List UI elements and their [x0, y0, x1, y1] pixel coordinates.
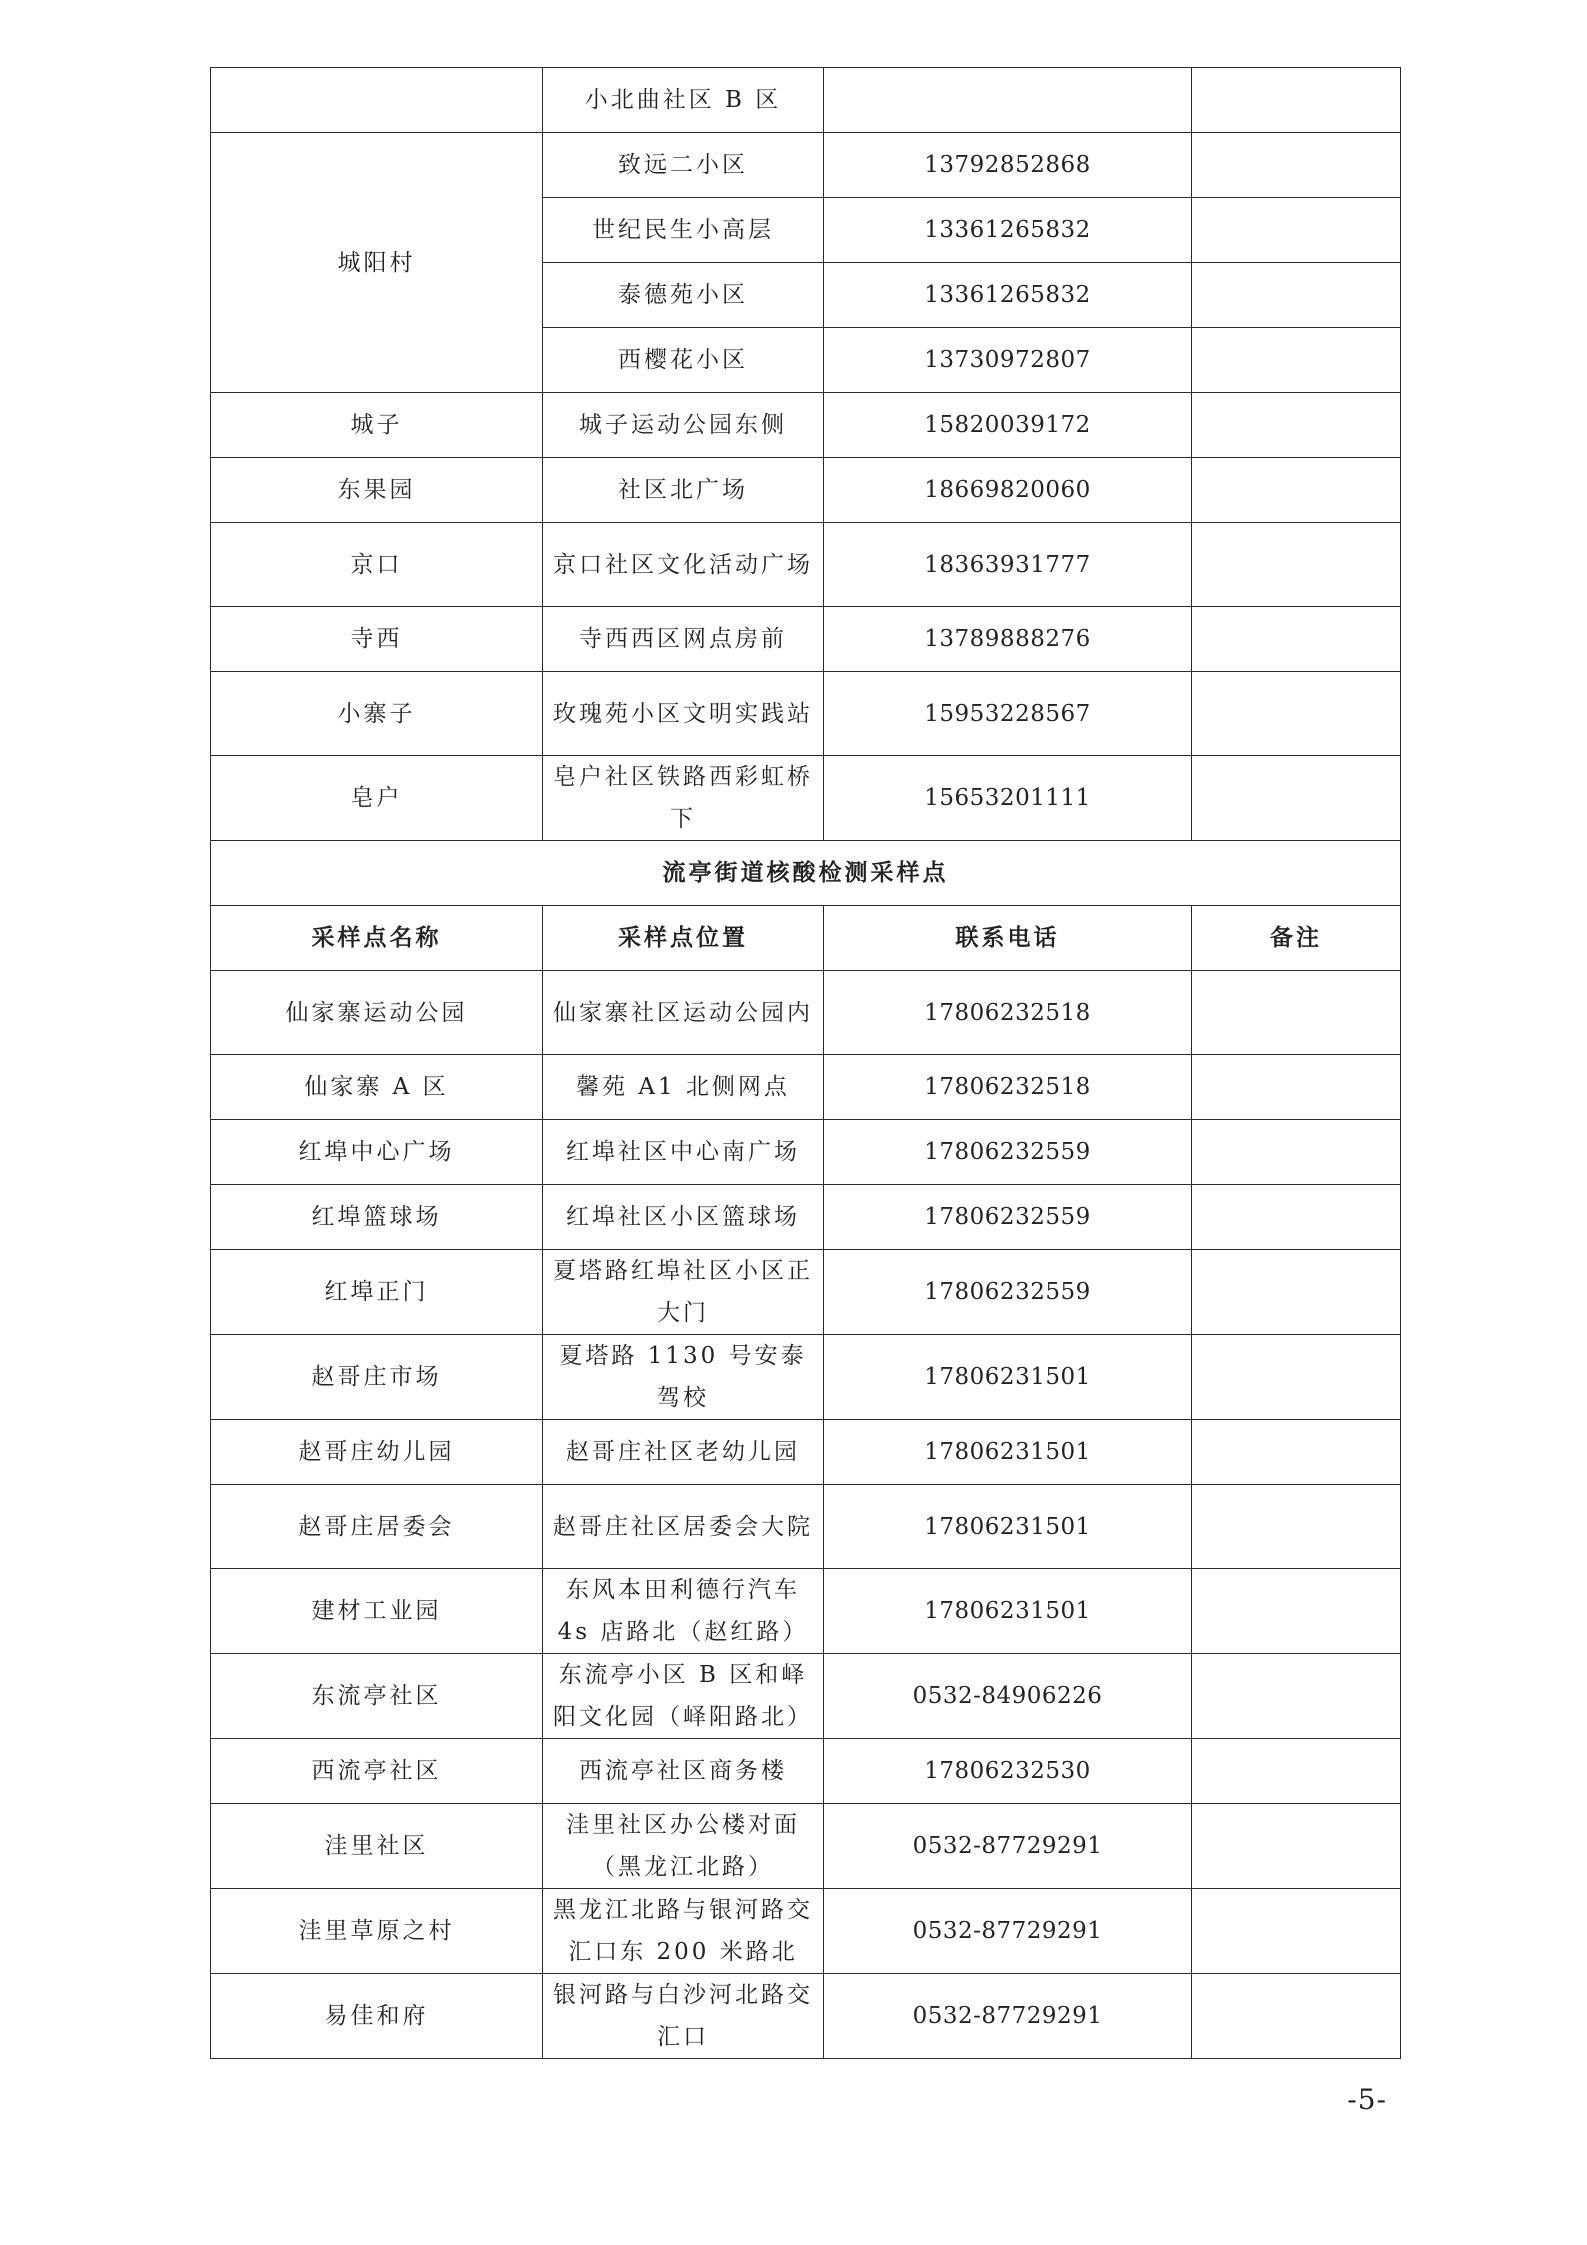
sampling-point-location: 泰德苑小区	[543, 263, 824, 328]
note-cell	[1192, 133, 1401, 198]
sampling-point-location: 东流亭小区 B 区和峄阳文化园（峄阳路北）	[543, 1654, 824, 1739]
sampling-point-location: 西流亭社区商务楼	[543, 1739, 824, 1804]
sampling-point-name: 仙家寨 A 区	[211, 1055, 543, 1120]
sampling-point-location: 红埠社区中心南广场	[543, 1120, 824, 1185]
table-row	[211, 458, 1401, 523]
contact-phone: 17806232518	[824, 971, 1192, 1055]
sampling-point-location: 世纪民生小高层	[543, 198, 824, 263]
table-row	[211, 523, 1401, 607]
contact-phone: 17806231501	[824, 1569, 1192, 1654]
sampling-point-location: 东风本田利德行汽车 4s 店路北（赵红路）	[543, 1569, 824, 1654]
sampling-point-name	[211, 68, 543, 133]
table-row	[211, 1569, 1401, 1654]
table-row	[211, 68, 1401, 133]
note-cell	[1192, 68, 1401, 133]
table-row	[211, 1185, 1401, 1250]
sampling-point-location: 西樱花小区	[543, 328, 824, 393]
contact-phone: 17806232530	[824, 1739, 1192, 1804]
sampling-point-name: 红埠篮球场	[211, 1185, 543, 1250]
sampling-point-name: 西流亭社区	[211, 1739, 543, 1804]
sampling-point-location: 小北曲社区 B 区	[543, 68, 824, 133]
contact-phone: 13792852868	[824, 133, 1192, 198]
header-location: 采样点位置	[543, 906, 824, 971]
table-row	[211, 1485, 1401, 1569]
note-cell	[1192, 1654, 1401, 1739]
contact-phone: 17806232518	[824, 1055, 1192, 1120]
table-row	[211, 1055, 1401, 1120]
note-cell	[1192, 672, 1401, 756]
sampling-point-name: 赵哥庄市场	[211, 1335, 543, 1420]
section-title: 流亭街道核酸检测采样点	[211, 841, 1401, 906]
table-row	[211, 393, 1401, 458]
note-cell	[1192, 1335, 1401, 1420]
table-row	[211, 133, 1401, 198]
sampling-point-name: 寺西	[211, 607, 543, 672]
sampling-point-name: 建材工业园	[211, 1569, 543, 1654]
sampling-point-location: 社区北广场	[543, 458, 824, 523]
sampling-point-name: 赵哥庄幼儿园	[211, 1420, 543, 1485]
table-row	[211, 1250, 1401, 1335]
table-header-row	[211, 906, 1401, 971]
note-cell	[1192, 971, 1401, 1055]
note-cell	[1192, 263, 1401, 328]
table-row	[211, 1739, 1401, 1804]
sampling-point-name: 仙家寨运动公园	[211, 971, 543, 1055]
header-note: 备注	[1192, 906, 1401, 971]
contact-phone: 15953228567	[824, 672, 1192, 756]
contact-phone: 17806232559	[824, 1185, 1192, 1250]
note-cell	[1192, 1974, 1401, 2059]
contact-phone: 0532-87729291	[824, 1974, 1192, 2059]
sampling-point-name: 红埠中心广场	[211, 1120, 543, 1185]
sampling-point-location: 城子运动公园东侧	[543, 393, 824, 458]
sampling-point-name: 皂户	[211, 756, 543, 841]
sampling-points-table	[210, 67, 1401, 2059]
table-row	[211, 607, 1401, 672]
table-row	[211, 1974, 1401, 2059]
contact-phone: 17806231501	[824, 1335, 1192, 1420]
sampling-point-name: 京口	[211, 523, 543, 607]
note-cell	[1192, 328, 1401, 393]
contact-phone: 0532-87729291	[824, 1804, 1192, 1889]
sampling-point-location: 赵哥庄社区居委会大院	[543, 1485, 824, 1569]
note-cell	[1192, 1185, 1401, 1250]
note-cell	[1192, 1889, 1401, 1974]
note-cell	[1192, 1420, 1401, 1485]
table-row	[211, 1420, 1401, 1485]
contact-phone: 18363931777	[824, 523, 1192, 607]
table-row	[211, 1654, 1401, 1739]
note-cell	[1192, 1120, 1401, 1185]
contact-phone: 13730972807	[824, 328, 1192, 393]
note-cell	[1192, 523, 1401, 607]
note-cell	[1192, 1055, 1401, 1120]
sampling-point-name: 红埠正门	[211, 1250, 543, 1335]
table-row	[211, 756, 1401, 841]
sampling-point-name: 城阳村	[211, 133, 543, 393]
sampling-point-location: 赵哥庄社区老幼儿园	[543, 1420, 824, 1485]
sampling-point-name: 城子	[211, 393, 543, 458]
contact-phone: 0532-87729291	[824, 1889, 1192, 1974]
sampling-point-name: 东果园	[211, 458, 543, 523]
sampling-point-location: 京口社区文化活动广场	[543, 523, 824, 607]
section-title-row	[211, 841, 1401, 906]
table-row	[211, 1120, 1401, 1185]
note-cell	[1192, 393, 1401, 458]
sampling-point-location: 夏塔路红埠社区小区正大门	[543, 1250, 824, 1335]
sampling-point-location: 皂户社区铁路西彩虹桥下	[543, 756, 824, 841]
sampling-point-location: 红埠社区小区篮球场	[543, 1185, 824, 1250]
contact-phone: 15653201111	[824, 756, 1192, 841]
note-cell	[1192, 1739, 1401, 1804]
sampling-point-name: 洼里草原之村	[211, 1889, 543, 1974]
contact-phone: 17806232559	[824, 1120, 1192, 1185]
header-name: 采样点名称	[211, 906, 543, 971]
note-cell	[1192, 1485, 1401, 1569]
sampling-point-name: 易佳和府	[211, 1974, 543, 2059]
sampling-point-location: 玫瑰苑小区文明实践站	[543, 672, 824, 756]
table-row	[211, 1804, 1401, 1889]
sampling-point-location: 致远二小区	[543, 133, 824, 198]
sampling-point-location: 银河路与白沙河北路交汇口	[543, 1974, 824, 2059]
sampling-point-location: 黑龙江北路与银河路交汇口东 200 米路北	[543, 1889, 824, 1974]
contact-phone: 17806231501	[824, 1420, 1192, 1485]
contact-phone: 17806231501	[824, 1485, 1192, 1569]
page-number: -5-	[1347, 2083, 1387, 2116]
sampling-point-location: 洼里社区办公楼对面（黑龙江北路）	[543, 1804, 824, 1889]
sampling-point-name: 小寨子	[211, 672, 543, 756]
note-cell	[1192, 607, 1401, 672]
contact-phone: 13361265832	[824, 198, 1192, 263]
sampling-point-name: 东流亭社区	[211, 1654, 543, 1739]
sampling-point-location: 寺西西区网点房前	[543, 607, 824, 672]
table-row	[211, 1889, 1401, 1974]
contact-phone: 0532-84906226	[824, 1654, 1192, 1739]
table-row	[211, 1335, 1401, 1420]
contact-phone: 13361265832	[824, 263, 1192, 328]
contact-phone	[824, 68, 1192, 133]
note-cell	[1192, 1569, 1401, 1654]
contact-phone: 17806232559	[824, 1250, 1192, 1335]
sampling-point-name: 洼里社区	[211, 1804, 543, 1889]
table-row	[211, 672, 1401, 756]
sampling-point-name: 赵哥庄居委会	[211, 1485, 543, 1569]
contact-phone: 15820039172	[824, 393, 1192, 458]
note-cell	[1192, 458, 1401, 523]
note-cell	[1192, 1250, 1401, 1335]
sampling-point-location: 夏塔路 1130 号安泰驾校	[543, 1335, 824, 1420]
header-phone: 联系电话	[824, 906, 1192, 971]
note-cell	[1192, 756, 1401, 841]
contact-phone: 13789888276	[824, 607, 1192, 672]
sampling-point-location: 仙家寨社区运动公园内	[543, 971, 824, 1055]
note-cell	[1192, 198, 1401, 263]
table-row	[211, 971, 1401, 1055]
note-cell	[1192, 1804, 1401, 1889]
contact-phone: 18669820060	[824, 458, 1192, 523]
sampling-point-location: 馨苑 A1 北侧网点	[543, 1055, 824, 1120]
